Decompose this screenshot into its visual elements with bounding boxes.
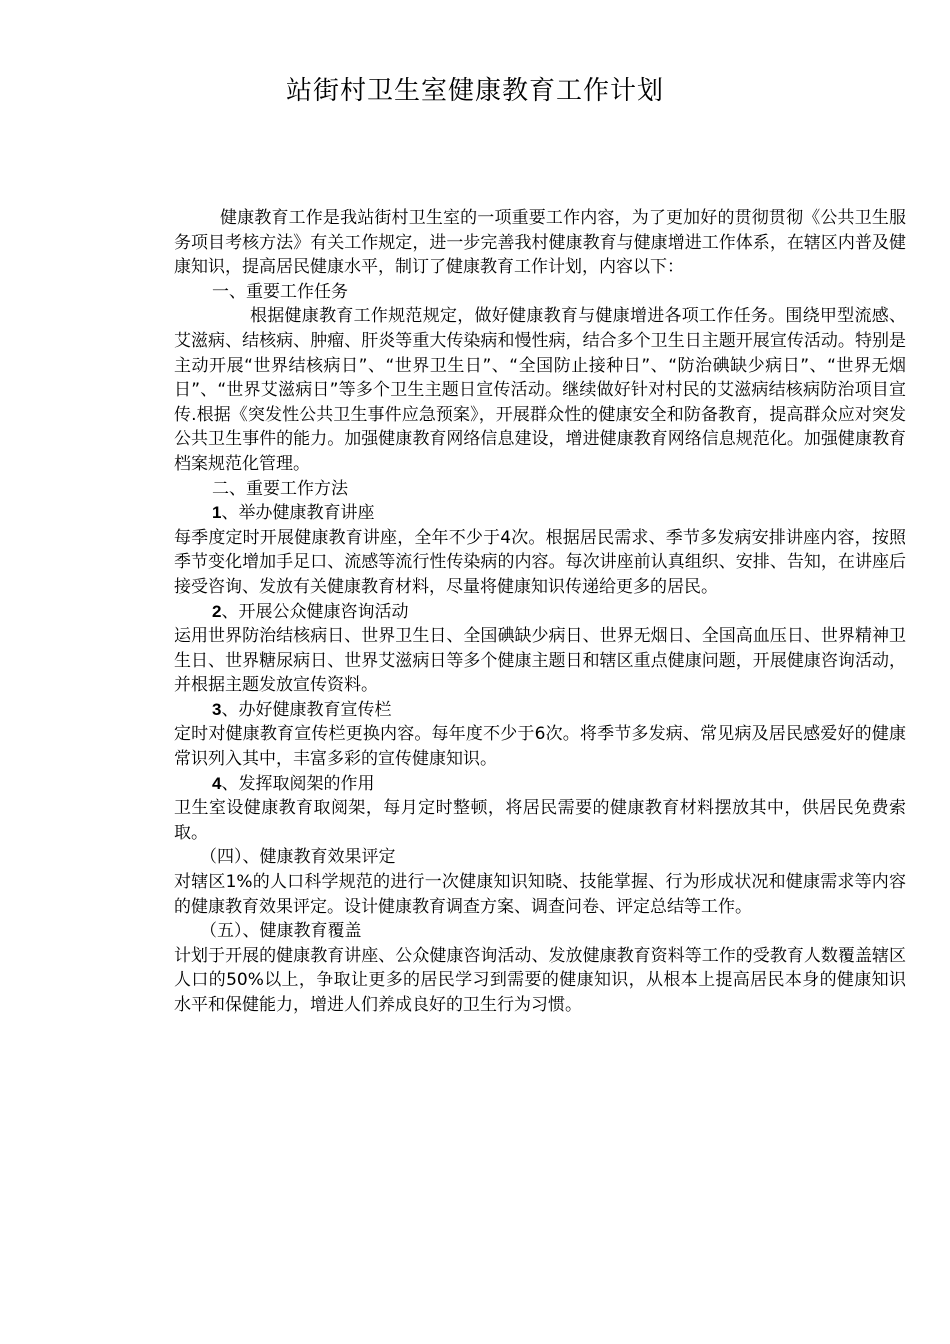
section4-paragraph: 对辖区1%的人口科学规范的进行一次健康知识知晓、技能掌握、行为形成状况和健康需求等内容的健康教育效果评定。设计健康教育调查方案、调查问卷、评定总结等工作。 [174, 872, 906, 917]
item4-label: 、发挥取阅架的作用 [221, 773, 375, 794]
section5-heading: （五）、健康教育覆盖 [200, 921, 362, 942]
item2-heading [174, 600, 906, 625]
item3-heading [174, 698, 906, 723]
section1-heading: 一、重要工作任务 [212, 281, 348, 302]
document-title: 站街村卫生室健康教育工作计划 [285, 76, 664, 106]
item1-number: 1 [212, 503, 222, 523]
item3-label: 、办好健康教育宣传栏 [221, 699, 392, 720]
section1-paragraph: 根据健康教育工作规范规定，做好健康教育与健康增进各项工作任务。围绕甲型流感、艾滋病、结核病、肿瘤、肝炎等重大传染病和慢性病，结合多个卫生日主题开展宣传活动。特别是主动开展“世界结核病日”、“世界卫生日”、“全国防止接种日”、“防治碘缺少病日”、“世界无烟日”、“世界艾滋病日”等多个卫生主题日宣传活动。继续做好针对村民的艾滋病结核病防治项目宣传.根据《突发性公共卫生事件应急预案》，开展群众性的健康安全和防备教育，提高群众应对突发公共卫生事件的能力。加强健康教育网络信息建设，增进健康教育网络信息规范化。加强健康教育档案规范化管理。 [174, 306, 906, 474]
section5-paragraph: 计划于开展的健康教育讲座、公众健康咨询活动、发放健康教育资料等工作的受教育人数覆盖辖区人口的50%以上，争取让更多的居民学习到需要的健康知识，从根本上提高居民本身的健康知识水平和保健能力，增进人们养成良好的卫生行为习惯。 [174, 945, 906, 1015]
item3-paragraph: 定时对健康教育宣传栏更换内容。每年度不少于6次。将季节多发病、常见病及居民感爱好的健康常识列入其中，丰富多彩的宣传健康知识。 [174, 724, 906, 770]
item2-paragraph: 运用世界防治结核病日、世界卫生日、全国碘缺少病日、世界无烟日、全国高血压日、世界精神卫生日、世界糖尿病日、世界艾滋病日等多个健康主题日和辖区重点健康问题，开展健康咨询活动，并根据主题发放宣传资料。 [174, 626, 906, 696]
item4-number: 4 [212, 773, 222, 793]
item3-number: 3 [212, 699, 222, 719]
item2-number: 2 [212, 601, 222, 621]
item4-paragraph: 卫生室设健康教育取阅架，每月定时整顿，将居民需要的健康教育材料摆放其中，供居民免费索取。 [174, 798, 906, 843]
item1-heading [174, 501, 906, 526]
item1-label: 、举办健康教育讲座 [221, 503, 375, 524]
section4-heading: （四）、健康教育效果评定 [200, 847, 396, 868]
document-body [174, 206, 906, 1018]
intro-paragraph: 健康教育工作是我站街村卫生室的一项重要工作内容，为了更加好的贯彻贯彻《公共卫生服务项目考核方法》有关工作规定，进一步完善我村健康教育与健康增进工作体系，在辖区内普及健康知识，提高居民健康水平，制订了健康教育工作计划，内容以下： [174, 208, 906, 278]
item1-paragraph: 每季度定时开展健康教育讲座，全年不少于4次。根据居民需求、季节多发病安排讲座内容，按照季节变化增加手足口、流感等流行性传染病的内容。每次讲座前认真组织、安排、告知，在讲座后接受咨询、发放有关健康教育材料，尽量将健康知识传递给更多的居民。 [174, 527, 906, 597]
section2-heading: 二、重要工作方法 [212, 478, 348, 499]
item4-heading [174, 772, 906, 797]
item2-label: 、开展公众健康咨询活动 [221, 601, 409, 622]
